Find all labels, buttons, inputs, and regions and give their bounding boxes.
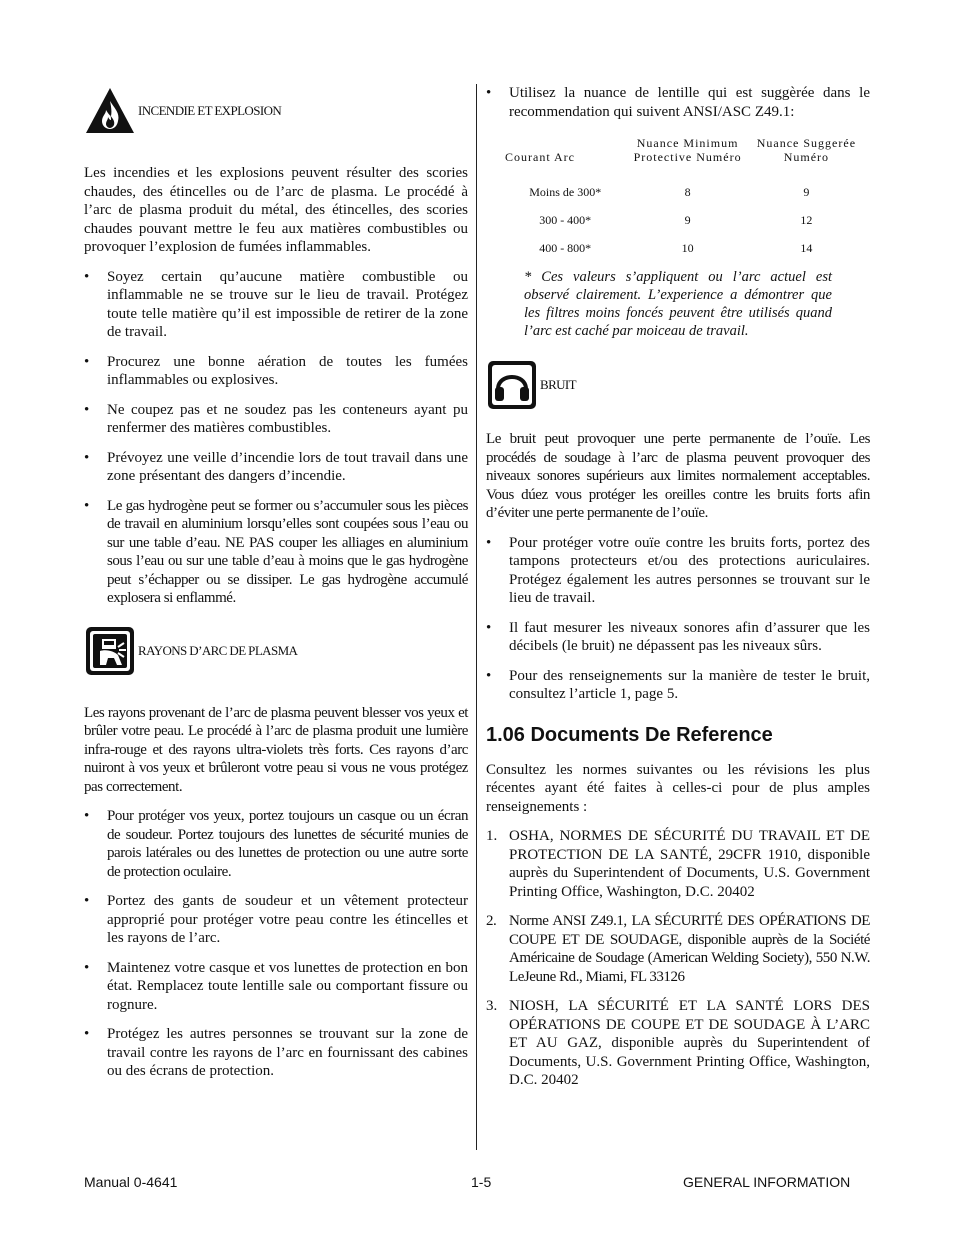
footer-page-number: 1-5 bbox=[471, 1174, 492, 1190]
noise-bullet-list bbox=[486, 534, 870, 704]
list-item: • Prévoyez une veille d’incendie lors de tout travail dans une zone présentant des dangers d’incendie. bbox=[84, 449, 468, 486]
table-header: Courant Arc bbox=[505, 150, 575, 164]
arc-rays-hazard-header bbox=[84, 624, 468, 678]
fire-intro: Les incendies et les explosions peuvent résulter des scories chaudes, des étincelles ou de l’arc de plasma. Le procédé à l’arc de plasma produit du métal, des étincelles, des scories chaudes pouvant mettre le feu aux matières combustibles ou provoquer l’explosion de fumées inflammables. bbox=[84, 165, 468, 255]
fire-hazard-label: INCENDIE ET EXPLOSION bbox=[138, 103, 282, 118]
list-item: • Procurez une bonne aération de toutes les fumées inflammables ou explosives. bbox=[84, 353, 468, 390]
list-item-text: NIOSH, LA SÉCURITÉ ET LA SANTÉ LORS DES OPÉRATIONS DE COUPE ET DE SOUDAGE À L’ARC ET AU GAZ, disponible auprès du Superintendent of Documents, U.S. Government Printing Office, Washington, D.C. 20402 bbox=[509, 998, 870, 1088]
lens-shade-table bbox=[504, 135, 864, 262]
list-item: • Pour protéger vos yeux, portez toujours un casque ou un écran de soudeur. Portez toujours des lunettes de sécurité munies de parois latérales ou des lunettes de protection ou une autre sorte de protection oculaire. bbox=[84, 807, 468, 881]
list-item-text: OSHA, NORMES DE SÉCURITÉ DU TRAVAIL ET DE PROTECTION DE LA SANTÉ, 29CFR 1910, disponible auprès du Superintendent of Documents, U.S. Government Printing Office, Washington, D.C. 20402 bbox=[509, 828, 870, 900]
noise-hazard-label: BRUIT bbox=[540, 377, 577, 392]
table-cell: 14 bbox=[800, 240, 813, 255]
table-cell: 9 bbox=[803, 184, 810, 199]
list-item: • Pour des renseignements sur la manière de tester le bruit, consultez l’article 1, page 5. bbox=[486, 667, 870, 704]
table-cell: 8 bbox=[684, 184, 691, 199]
arc-rays-bullet-list bbox=[84, 807, 468, 1081]
ear-protection-icon bbox=[486, 359, 538, 411]
table-header: Nuance Suggerée Numéro bbox=[756, 136, 857, 164]
arc-rays-intro: Les rayons provenant de l’arc de plasma peuvent blesser vos yeux et brûler votre peau. Le procédé à l’arc de plasma produit une lumière infra-rouge et des rayons ultra-violets très forts. Ces rayons d’arc nuiront à vos yeux et brûleront votre peau si vous ne vous protégez pas correctement. bbox=[84, 704, 468, 795]
table-row bbox=[504, 234, 864, 262]
list-item: • Protégez les autres personnes se trouvant sur la zone de travail contre les rayons de l’arc en fournissant des cabines ou des écrans de protection. bbox=[84, 1025, 468, 1081]
fire-bullet-list bbox=[84, 268, 468, 608]
list-item: • Pour protéger votre ouïe contre les bruits forts, portez des tampons protecteurs et/ou des protections auriculaires. Protégez également les autres personnes se trouvant sur le lieu de travail. bbox=[486, 534, 870, 608]
arc-rays-warning-icon bbox=[84, 625, 136, 677]
section-intro: Consultez les normes suivantes ou les révisions les plus récentes ayant été faites à celles-ci pour de plus amples renseignements : bbox=[486, 761, 870, 815]
table-row bbox=[504, 206, 864, 234]
list-item-number: 1. bbox=[486, 828, 498, 844]
right-column bbox=[486, 84, 870, 1090]
table-cell: 10 bbox=[681, 240, 694, 255]
table-header-row bbox=[504, 135, 864, 178]
list-item bbox=[486, 827, 870, 901]
list-item bbox=[486, 997, 870, 1090]
noise-intro: Le bruit peut provoquer une perte permanente de l’ouïe. Les procédés de soudage à l’arc de plasma peuvent provoquer des niveaux sonores supérieurs aux limites normalement acceptables. Vous dúez vous protéger les oreilles contre les bruits forts afin d’éviter une perte permanente de l’ouïe. bbox=[486, 431, 870, 521]
footer-section-name: GENERAL INFORMATION bbox=[683, 1174, 851, 1190]
table-row bbox=[504, 178, 864, 206]
list-item: • Il faut mesurer les niveaux sonores afin d’assurer que les décibels (le bruit) ne dépassent pas les niveaux sûrs. bbox=[486, 619, 870, 656]
table-cell: 400 - 800* bbox=[539, 240, 592, 255]
table-cell: 12 bbox=[800, 212, 813, 227]
list-item: • Ne coupez pas et ne soudez pas les conteneurs ayant pu renfermer des matières combustibles. bbox=[84, 401, 468, 438]
list-item-text: Norme ANSI Z49.1, LA SÉCURITÉ DES OPÉRATIONS DE COUPE ET DE SOUDAGE, disponible auprès de la Société Américaine de Soudage (American Welding Society), 550 N.W. LeJeune Rd., Miami, FL 33126 bbox=[509, 913, 870, 985]
arc-rays-hazard-label: RAYONS D’ARC DE PLASMA bbox=[138, 642, 298, 658]
column-divider bbox=[476, 84, 477, 1150]
table-cell: 300 - 400* bbox=[539, 212, 592, 227]
table-header: Nuance Minimum Protective Numéro bbox=[633, 136, 742, 164]
table-note: * Ces valeurs s’appliquent ou l’arc actuel est observé clairement. L’experience a démontrer que les filtres moins foncés peuvent être utilisés quand l’arc est caché par moiceau de travail. bbox=[524, 269, 832, 339]
table-cell: Moins de 300* bbox=[529, 184, 602, 199]
list-item: • Utilisez la nuance de lentille qui est suggèrée dans le recommendation qui suivent ANSI/ASC Z49.1: bbox=[486, 84, 870, 121]
list-item: • Soyez certain qu’aucune matière combustible ou inflammable ne se trouve sur le lieu de travail. Protégez toute telle matière qu’il est impossible de retirer de la zone de travail. bbox=[84, 268, 468, 342]
list-item: • Le gas hydrogène peut se former ou s’accumuler sous les pièces de travail en aluminium lorsqu’elles sont coupées sous l’eau ou sur une table d’eau. NE PAS couper les alliages en aluminium sous l’eau ou sur une table d’eau à moins que le gas hydrogène peut s’échapper ou se dissiper. Le gas hydrogène accumulé explosera si enflammé. bbox=[84, 497, 468, 608]
list-item: • Maintenez votre casque et vos lunettes de protection en bon état. Remplacez toute lentille sale ou comportant fissure ou rognure. bbox=[84, 959, 468, 1015]
list-item bbox=[486, 912, 870, 986]
lens-bullet-list bbox=[486, 84, 870, 121]
noise-hazard-header bbox=[486, 358, 870, 412]
table-cell: 9 bbox=[684, 212, 691, 227]
section-title: 1.06 Documents De Reference bbox=[486, 723, 773, 746]
fire-warning-icon bbox=[84, 85, 136, 137]
reference-list bbox=[486, 827, 870, 1090]
list-item-number: 3. bbox=[486, 998, 498, 1014]
fire-hazard-header bbox=[84, 84, 468, 138]
left-column bbox=[84, 70, 468, 1081]
list-item: • Portez des gants de soudeur et un vêtement protecteur approprié pour protéger votre peau contre les étincelles et les rayons de l’arc. bbox=[84, 892, 468, 948]
footer-manual-number: Manual 0-4641 bbox=[84, 1174, 178, 1190]
list-item-number: 2. bbox=[486, 913, 497, 929]
